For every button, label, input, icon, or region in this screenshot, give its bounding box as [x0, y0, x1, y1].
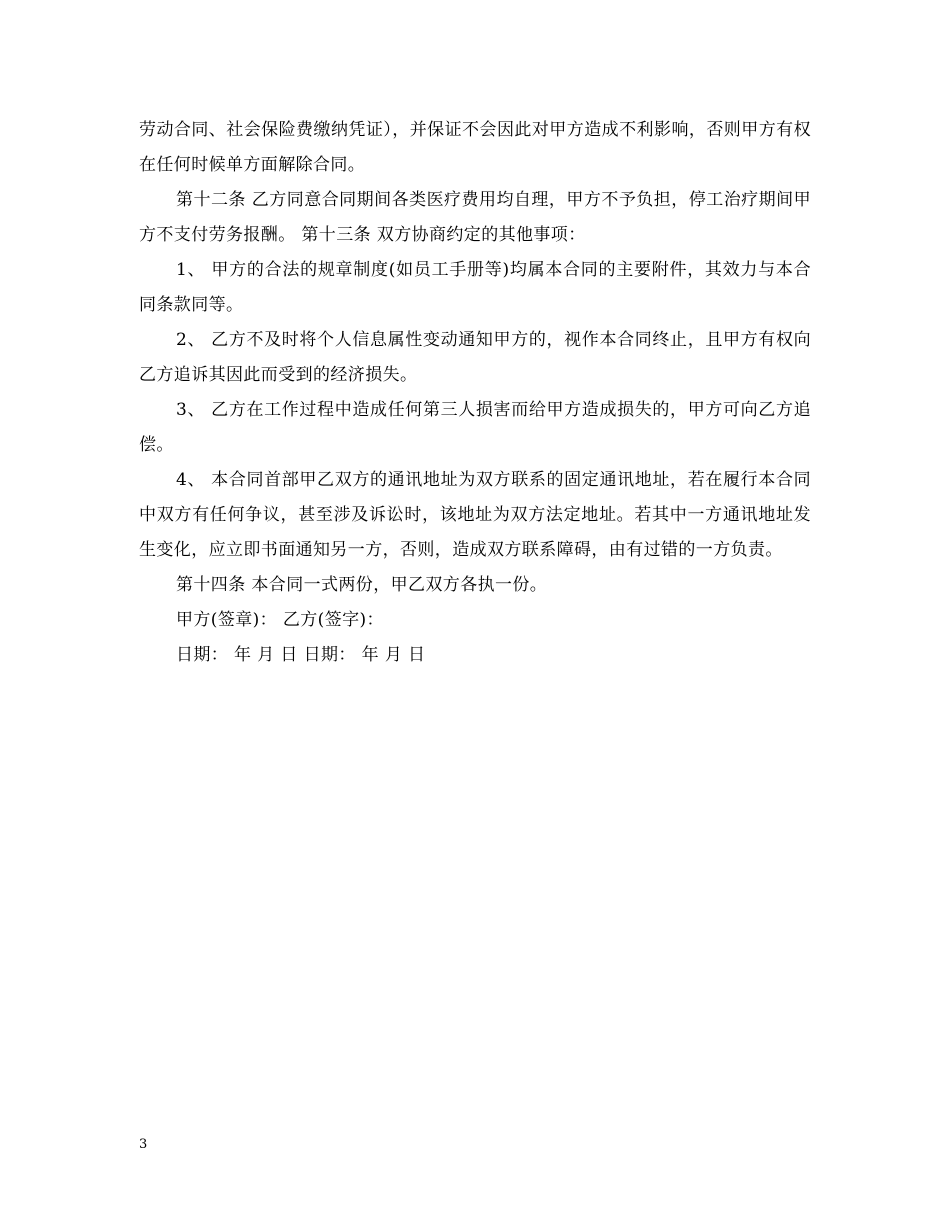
date-line: 日期： 年 月 日 日期： 年 月 日: [176, 645, 426, 665]
page-number: 3: [139, 1137, 148, 1152]
paragraph-item-3: 3、 乙方在工作过程中造成任何第三人损害而给甲方造成损失的，甲方可向乙方追偿。: [139, 400, 811, 455]
paragraph-continuation: 劳动合同、社会保险费缴纳凭证），并保证不会因此对甲方造成不利影响，否则甲方有权在任何时候单方面解除合同。: [139, 120, 811, 175]
paragraph-item-2: 2、 乙方不及时将个人信息属性变动通知甲方的，视作本合同终止，且甲方有权向乙方追诉其因此而受到的经济损失。: [139, 330, 811, 385]
paragraph-article-14: 第十四条 本合同一式两份，甲乙双方各执一份。: [176, 575, 548, 595]
paragraph-item-1: 1、 甲方的合法的规章制度(如员工手册等)均属本合同的主要附件，其效力与本合同条款同等。: [139, 260, 811, 315]
paragraph-article-12-13: 第十二条 乙方同意合同期间各类医疗费用均自理，甲方不予负担，停工治疗期间甲方不支付劳务报酬。 第十三条 双方协商约定的其他事项：: [139, 190, 811, 245]
signature-line: 甲方(签章)： 乙方(签字)：: [176, 610, 384, 630]
document-body: [139, 113, 811, 673]
paragraph-item-4: 4、 本合同首部甲乙双方的通讯地址为双方联系的固定通讯地址，若在履行本合同中双方有任何争议，甚至涉及诉讼时，该地址为双方法定地址。若其中一方通讯地址发生变化，应立即书面通知另一方，否则，造成双方联系障碍，由有过错的一方负责。: [139, 470, 811, 560]
